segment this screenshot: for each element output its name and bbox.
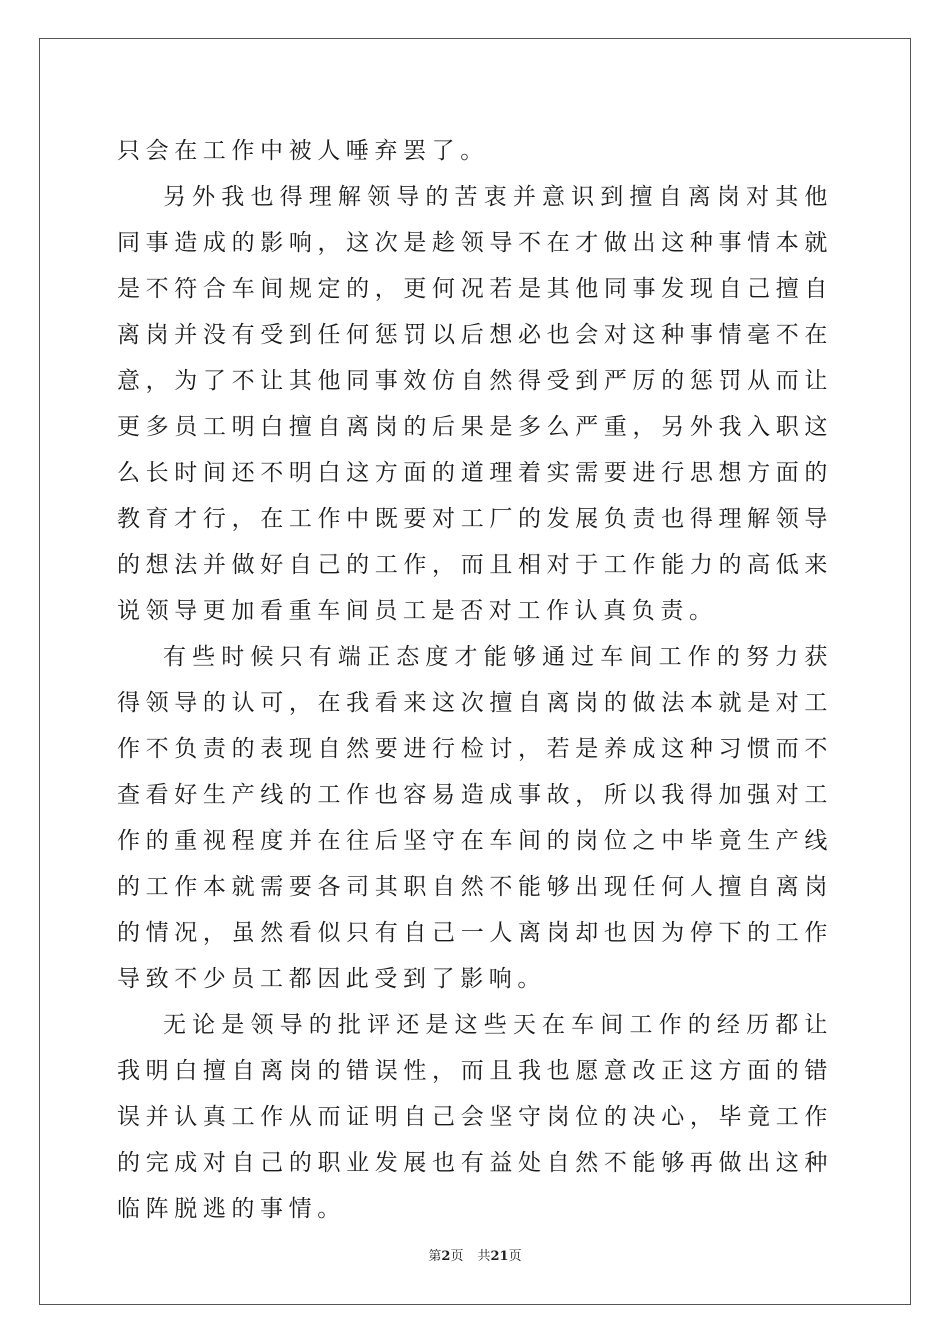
paragraph: 另外我也得理解领导的苦衷并意识到擅自离岗对其他同事造成的影响，这次是趁领导不在才做出这种事情本就是不符合车间规定的，更何况若是其他同事发现自己擅自离岗并没有受到任何惩罚以后想必也会对这种事情毫不在意，为了不让其他同事效仿自然得受到严厉的惩罚从而让更多员工明白擅自离岗的后果是多么严重，另外我入职这么长时间还不明白这方面的道理着实需要进行思想方面的教育才行，在工作中既要对工厂的发展负责也得理解领导的想法并做好自己的工作，而且相对于工作能力的高低来说领导更加看重车间员工是否对工作认真负责。 bbox=[117, 184, 833, 624]
paragraph: 无论是领导的批评还是这些天在车间工作的经历都让我明白擅自离岗的错误性，而且我也愿意改正这方面的错误并认真工作从而证明自己会坚守岗位的决心，毕竟工作的完成对自己的职业发展也有益处自然不能够再做出这种临阵脱逃的事情。 bbox=[117, 1012, 833, 1222]
document-body bbox=[117, 128, 833, 1232]
total-pages: 21 bbox=[490, 1249, 509, 1264]
page-footer bbox=[0, 1248, 950, 1266]
paragraph: 有些时候只有端正态度才能够通过车间工作的努力获得领导的认可，在我看来这次擅自离岗的做法本就是对工作不负责的表现自然要进行检讨，若是养成这种习惯而不查看好生产线的工作也容易造成事故，所以我得加强对工作的重视程度并在往后坚守在车间的岗位之中毕竟生产线的工作本就需要各司其职自然不能够出现任何人擅自离岗的情况，虽然看似只有自己一人离岗却也因为停下的工作导致不少员工都因此受到了影响。 bbox=[117, 644, 833, 992]
page-suffix: 页 bbox=[450, 1249, 464, 1264]
paragraph-continuation: 只会在工作中被人唾弃罢了。 bbox=[117, 138, 489, 164]
total-suffix: 页 bbox=[508, 1249, 522, 1264]
total-prefix: 共 bbox=[477, 1249, 491, 1264]
page-number: 2 bbox=[441, 1249, 451, 1264]
page-prefix: 第 bbox=[428, 1249, 442, 1264]
